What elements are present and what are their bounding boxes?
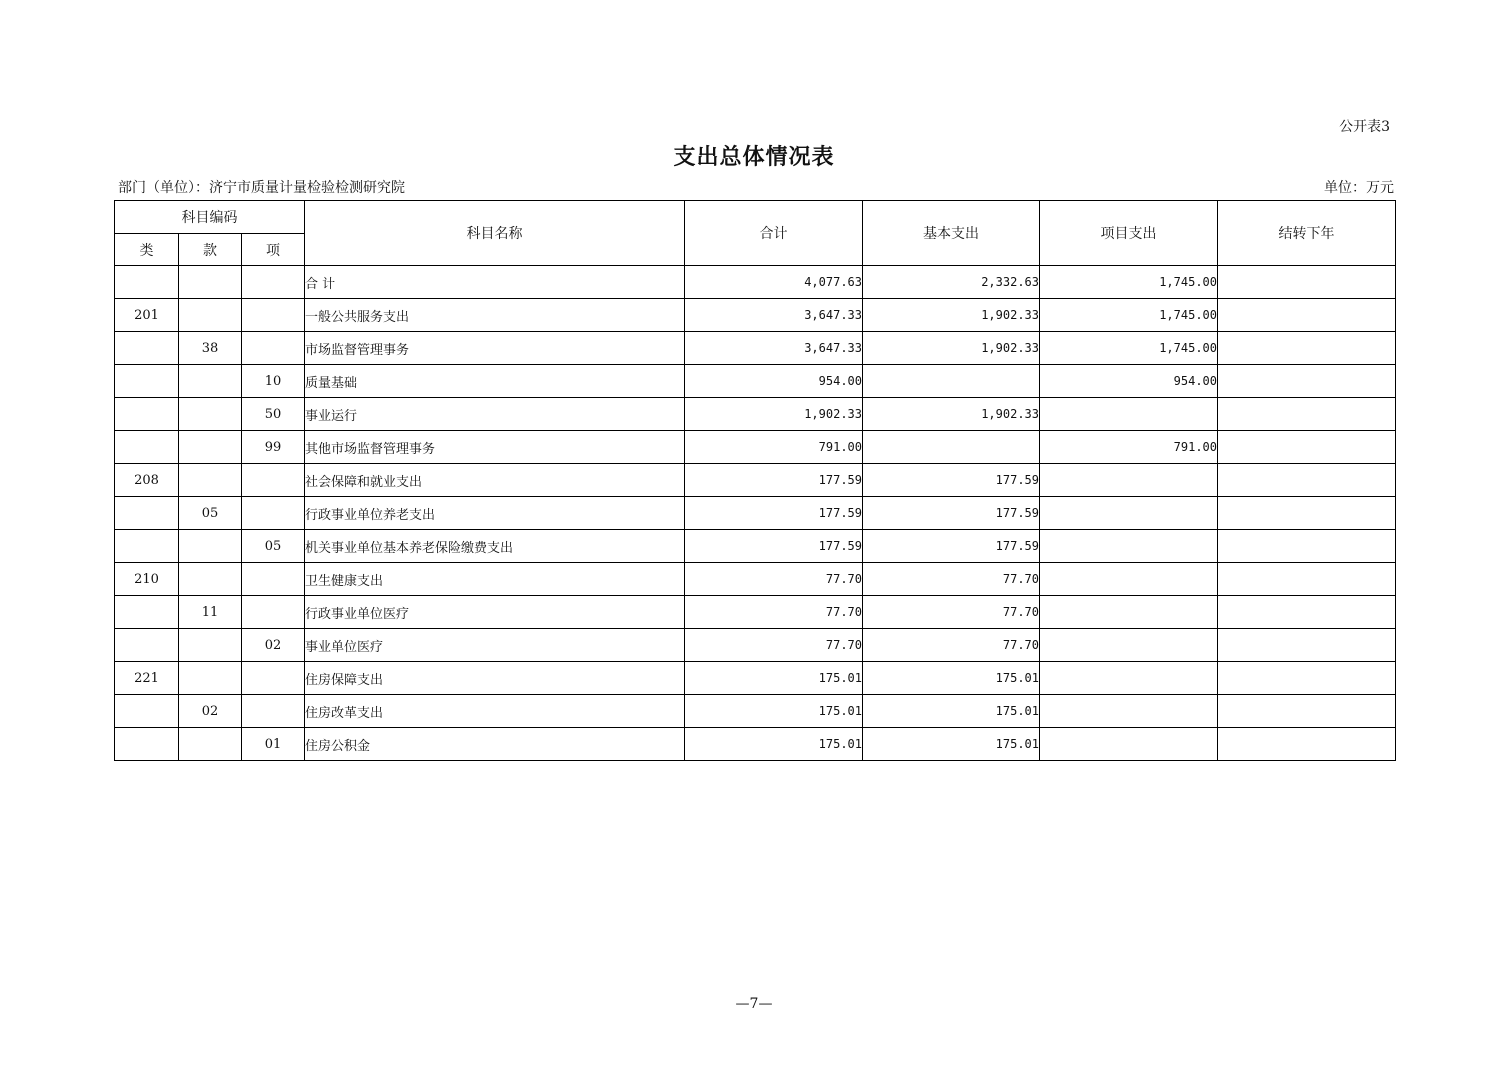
subject-name-cell: 社会保障和就业支出: [305, 464, 685, 497]
basic-expenditure-header: 基本支出: [863, 201, 1040, 266]
subject-name-cell: 行政事业单位养老支出: [305, 497, 685, 530]
carryover-cell: [1218, 299, 1396, 332]
table-row: [115, 662, 1396, 695]
page-number: —7—: [735, 996, 773, 1012]
project-expenditure-cell: [1040, 398, 1218, 431]
xiang-cell: 99: [242, 431, 305, 464]
project-expenditure-cell: [1040, 530, 1218, 563]
lei-cell: [115, 266, 179, 299]
total-cell: 175.01: [685, 695, 863, 728]
xiang-cell: [242, 662, 305, 695]
xiang-cell: 01: [242, 728, 305, 761]
table-row: [115, 596, 1396, 629]
subject-name-cell: 市场监督管理事务: [305, 332, 685, 365]
basic-expenditure-cell: 1,902.33: [863, 398, 1040, 431]
total-cell: 3,647.33: [685, 332, 863, 365]
project-expenditure-cell: [1040, 728, 1218, 761]
table-row: [115, 497, 1396, 530]
total-cell: 3,647.33: [685, 299, 863, 332]
project-expenditure-cell: [1040, 497, 1218, 530]
carryover-cell: [1218, 398, 1396, 431]
project-expenditure-cell: [1040, 464, 1218, 497]
kuan-header: 款: [179, 234, 242, 266]
table-row: [115, 266, 1396, 299]
lei-cell: [115, 497, 179, 530]
carryover-cell: [1218, 431, 1396, 464]
lei-cell: [115, 728, 179, 761]
xiang-cell: [242, 596, 305, 629]
total-cell: 791.00: [685, 431, 863, 464]
table-row: [115, 530, 1396, 563]
basic-expenditure-cell: 2,332.63: [863, 266, 1040, 299]
total-cell: 175.01: [685, 662, 863, 695]
carryover-cell: [1218, 662, 1396, 695]
xiang-cell: 10: [242, 365, 305, 398]
xiang-cell: 02: [242, 629, 305, 662]
subject-name-cell: 事业运行: [305, 398, 685, 431]
table-row: [115, 299, 1396, 332]
subject-name-cell: 合 计: [305, 266, 685, 299]
department-label: 部门（单位）：济宁市质量计量检验检测研究院: [118, 180, 405, 196]
project-expenditure-cell: [1040, 563, 1218, 596]
lei-cell: 210: [115, 563, 179, 596]
kuan-cell: [179, 662, 242, 695]
lei-cell: [115, 629, 179, 662]
carryover-cell: [1218, 629, 1396, 662]
subject-name-cell: 事业单位医疗: [305, 629, 685, 662]
project-expenditure-cell: 1,745.00: [1040, 332, 1218, 365]
table-row: [115, 464, 1396, 497]
xiang-header: 项: [242, 234, 305, 266]
basic-expenditure-cell: [863, 365, 1040, 398]
carryover-cell: [1218, 596, 1396, 629]
total-cell: 77.70: [685, 563, 863, 596]
kuan-cell: 11: [179, 596, 242, 629]
xiang-cell: 05: [242, 530, 305, 563]
carryover-cell: [1218, 695, 1396, 728]
basic-expenditure-cell: 1,902.33: [863, 299, 1040, 332]
basic-expenditure-cell: 177.59: [863, 530, 1040, 563]
subject-name-cell: 住房公积金: [305, 728, 685, 761]
project-expenditure-cell: [1040, 629, 1218, 662]
carryover-cell: [1218, 266, 1396, 299]
basic-expenditure-cell: [863, 431, 1040, 464]
xiang-cell: 50: [242, 398, 305, 431]
subject-name-cell: 卫生健康支出: [305, 563, 685, 596]
total-cell: 77.70: [685, 629, 863, 662]
basic-expenditure-cell: 175.01: [863, 728, 1040, 761]
subject-name-cell: 一般公共服务支出: [305, 299, 685, 332]
lei-cell: [115, 431, 179, 464]
project-expenditure-cell: 791.00: [1040, 431, 1218, 464]
kuan-cell: [179, 464, 242, 497]
subject-name-cell: 质量基础: [305, 365, 685, 398]
carryover-cell: [1218, 563, 1396, 596]
table-row: [115, 563, 1396, 596]
carryover-cell: [1218, 464, 1396, 497]
subject-name-cell: 住房改革支出: [305, 695, 685, 728]
basic-expenditure-cell: 177.59: [863, 497, 1040, 530]
xiang-cell: [242, 695, 305, 728]
basic-expenditure-cell: 175.01: [863, 662, 1040, 695]
total-cell: 4,077.63: [685, 266, 863, 299]
basic-expenditure-cell: 1,902.33: [863, 332, 1040, 365]
total-cell: 77.70: [685, 596, 863, 629]
kuan-cell: [179, 530, 242, 563]
kuan-cell: 02: [179, 695, 242, 728]
page-title: 支出总体情况表: [673, 145, 835, 170]
lei-cell: [115, 695, 179, 728]
project-expenditure-cell: [1040, 695, 1218, 728]
table-row: [115, 398, 1396, 431]
subject-name-cell: 住房保障支出: [305, 662, 685, 695]
lei-header: 类: [115, 234, 179, 266]
kuan-cell: [179, 563, 242, 596]
subject-name-cell: 其他市场监督管理事务: [305, 431, 685, 464]
total-header: 合计: [685, 201, 863, 266]
kuan-cell: [179, 365, 242, 398]
lei-cell: [115, 332, 179, 365]
project-expenditure-cell: 954.00: [1040, 365, 1218, 398]
project-expenditure-header: 项目支出: [1040, 201, 1218, 266]
kuan-cell: [179, 431, 242, 464]
total-cell: 177.59: [685, 464, 863, 497]
lei-cell: [115, 530, 179, 563]
basic-expenditure-cell: 77.70: [863, 596, 1040, 629]
table-row: [115, 695, 1396, 728]
total-cell: 954.00: [685, 365, 863, 398]
kuan-cell: [179, 728, 242, 761]
lei-cell: 208: [115, 464, 179, 497]
lei-cell: [115, 596, 179, 629]
kuan-cell: [179, 398, 242, 431]
project-expenditure-cell: [1040, 596, 1218, 629]
xiang-cell: [242, 332, 305, 365]
table-row: [115, 365, 1396, 398]
carryover-cell: [1218, 332, 1396, 365]
carryover-header: 结转下年: [1218, 201, 1396, 266]
lei-cell: [115, 365, 179, 398]
total-cell: 1,902.33: [685, 398, 863, 431]
carryover-cell: [1218, 365, 1396, 398]
project-expenditure-cell: 1,745.00: [1040, 266, 1218, 299]
kuan-cell: [179, 266, 242, 299]
carryover-cell: [1218, 728, 1396, 761]
subject-name-cell: 机关事业单位基本养老保险缴费支出: [305, 530, 685, 563]
basic-expenditure-cell: 77.70: [863, 629, 1040, 662]
carryover-cell: [1218, 497, 1396, 530]
subject-name-header: 科目名称: [305, 201, 685, 266]
kuan-cell: 38: [179, 332, 242, 365]
kuan-cell: [179, 629, 242, 662]
basic-expenditure-cell: 177.59: [863, 464, 1040, 497]
project-expenditure-cell: [1040, 662, 1218, 695]
table-number-label: 公开表3: [1339, 119, 1390, 135]
table-row: [115, 332, 1396, 365]
table-row: [115, 728, 1396, 761]
carryover-cell: [1218, 530, 1396, 563]
subject-code-header: 科目编码: [115, 201, 305, 234]
lei-cell: [115, 398, 179, 431]
xiang-cell: [242, 266, 305, 299]
unit-label: 单位：万元: [1324, 180, 1394, 196]
expenditure-table: [114, 200, 1396, 761]
lei-cell: 221: [115, 662, 179, 695]
total-cell: 177.59: [685, 497, 863, 530]
xiang-cell: [242, 563, 305, 596]
basic-expenditure-cell: 175.01: [863, 695, 1040, 728]
xiang-cell: [242, 497, 305, 530]
table-row: [115, 431, 1396, 464]
xiang-cell: [242, 299, 305, 332]
lei-cell: 201: [115, 299, 179, 332]
subject-name-cell: 行政事业单位医疗: [305, 596, 685, 629]
total-cell: 175.01: [685, 728, 863, 761]
kuan-cell: [179, 299, 242, 332]
xiang-cell: [242, 464, 305, 497]
total-cell: 177.59: [685, 530, 863, 563]
kuan-cell: 05: [179, 497, 242, 530]
basic-expenditure-cell: 77.70: [863, 563, 1040, 596]
table-row: [115, 629, 1396, 662]
project-expenditure-cell: 1,745.00: [1040, 299, 1218, 332]
